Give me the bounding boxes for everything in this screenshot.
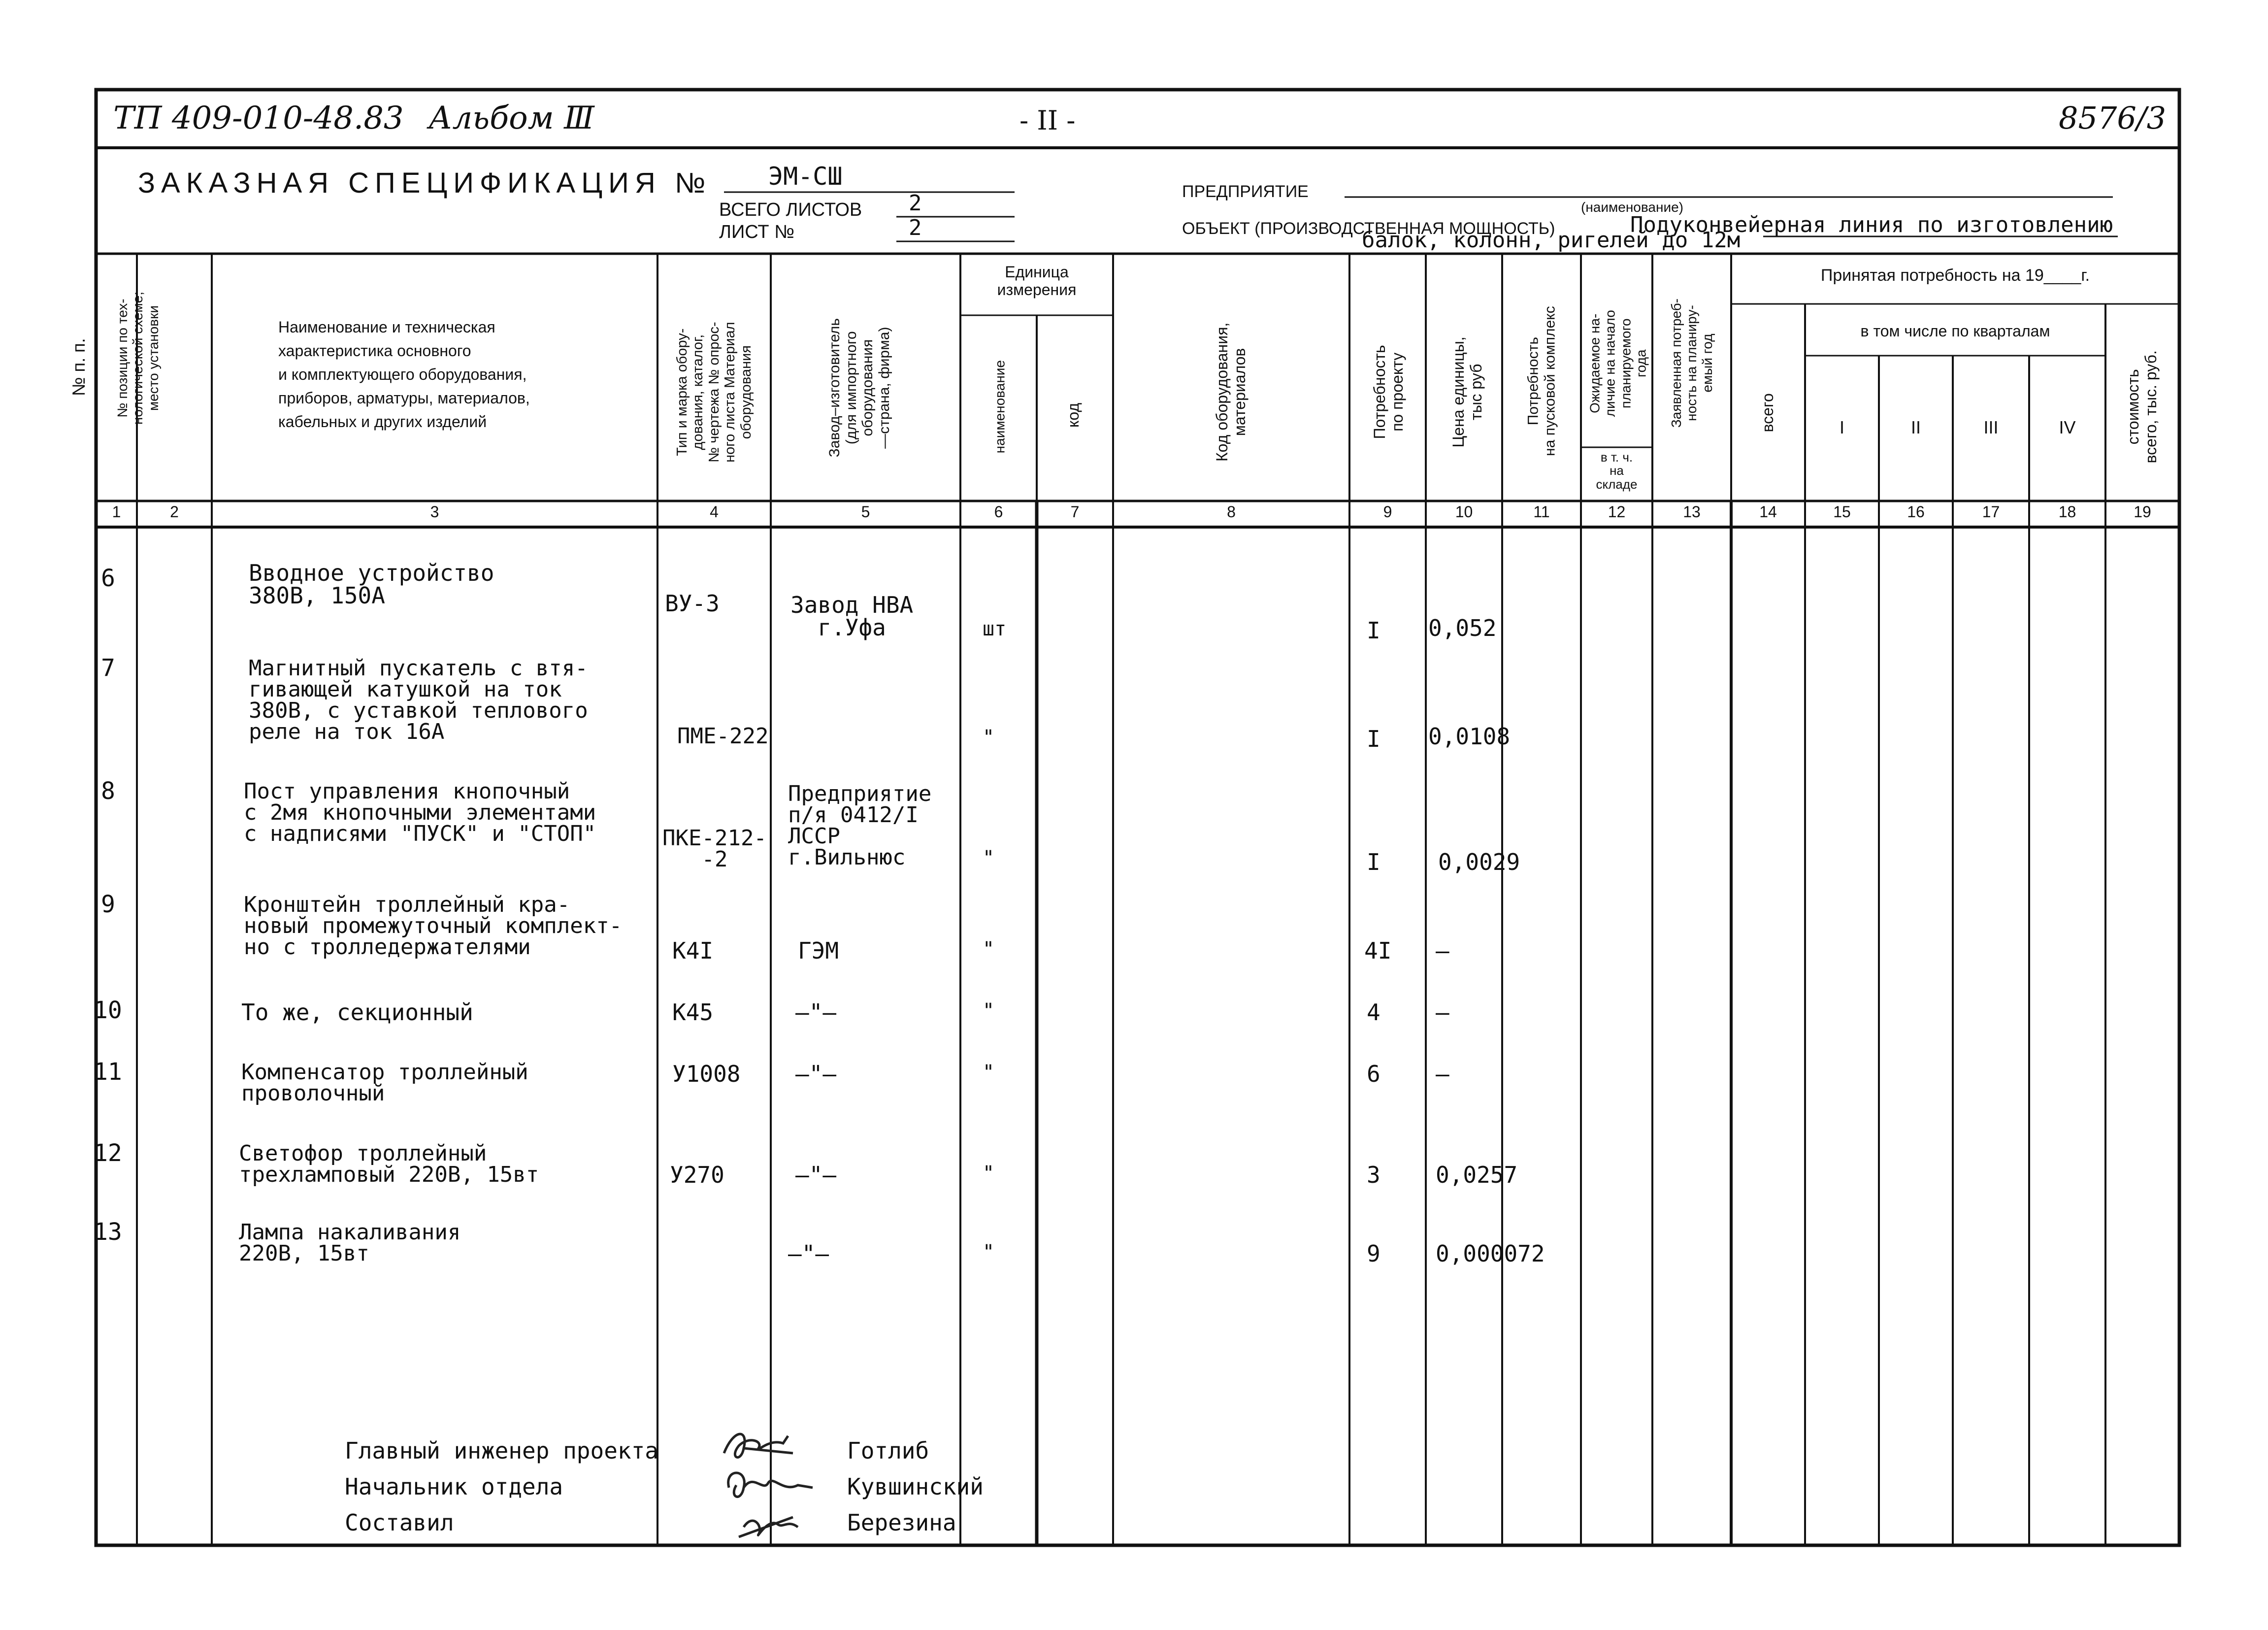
row-6-maker: Завод НВА г.Уфа — [790, 592, 914, 641]
row-8-type: ПКЕ-212- -2 — [662, 826, 767, 872]
tp-code: ТП 409-010-48.83 — [113, 100, 404, 136]
row-7-number: 7 — [101, 654, 115, 682]
row-9-price: – — [1436, 937, 1449, 964]
col-number-2: 2 — [170, 503, 179, 521]
row-11-name: Компенсатор троллейный проволочный — [241, 1060, 528, 1106]
spec-no-value: ЭМ-СШ — [768, 162, 843, 191]
quarter-4-header: IV — [2059, 417, 2076, 437]
col-2-header: № позиции по тех- нологической схеме; место установки — [114, 292, 161, 425]
handwritten-signature-marks — [714, 1419, 842, 1547]
sheets-total-value: 2 — [909, 191, 922, 216]
row-6-qty: I — [1367, 617, 1381, 644]
col-4-header: Тип и марка обору- дования, каталог, № чертежа № опрос- ного листа Материал оборудования — [674, 322, 754, 463]
row-12-maker: –"– — [795, 1162, 837, 1188]
drawing-number: 8576/3 — [2059, 100, 2167, 136]
signature-role-compiler: Составил — [345, 1509, 454, 1536]
row-13-number: 13 — [94, 1218, 122, 1246]
row-13-name: Лампа накаливания 220В, 15вт — [239, 1220, 461, 1266]
object-label: ОБЪЕКТ (ПРОИЗВОДСТВЕННАЯ МОЩНОСТЬ) — [1182, 219, 1555, 238]
col-number-18: 18 — [2058, 503, 2076, 521]
row-6-unit: шт — [983, 618, 1007, 640]
row-9-maker: ГЭМ — [798, 937, 839, 964]
row-9-unit: " — [983, 938, 995, 961]
row-10-price: – — [1436, 999, 1449, 1026]
row-12-number: 12 — [94, 1139, 122, 1167]
col-9-header: Потребность по проекту — [1371, 345, 1406, 439]
col-8-header: Код оборудования, материалов — [1213, 322, 1249, 462]
row-7-qty: I — [1367, 726, 1381, 752]
signature-name-department-head: Кувшинский — [847, 1473, 984, 1500]
signature-role-chief-engineer: Главный инженер проекта — [345, 1437, 658, 1464]
row-11-qty: 6 — [1367, 1061, 1381, 1087]
row-8-price: 0,0029 — [1438, 849, 1520, 875]
row-11-type: У1008 — [672, 1061, 741, 1087]
row-12-qty: 3 — [1367, 1162, 1381, 1188]
object-value-line1: Подуконвейерная линия по изготовлению — [1630, 212, 2113, 237]
col-number-7: 7 — [1070, 503, 1080, 521]
row-13-price: 0,000072 — [1436, 1240, 1545, 1267]
row-6-price: 0,052 — [1428, 615, 1497, 641]
col-number-3: 3 — [430, 503, 439, 521]
row-8-number: 8 — [101, 777, 115, 805]
col-number-8: 8 — [1227, 503, 1236, 521]
col-number-13: 13 — [1683, 503, 1701, 521]
row-7-unit: " — [983, 726, 995, 749]
row-12-name: Светофор троллейный трехламповый 220В, 15вт — [239, 1141, 539, 1188]
row-11-price: – — [1436, 1061, 1449, 1087]
row-10-number: 10 — [94, 997, 122, 1024]
row-6-type: ВУ-3 — [665, 590, 720, 617]
col-number-6: 6 — [994, 503, 1003, 521]
col-number-5: 5 — [861, 503, 870, 521]
col-number-12: 12 — [1608, 503, 1626, 521]
col-number-15: 15 — [1833, 503, 1851, 521]
row-8-name: Пост управления кнопочный с 2мя кнопочными элементами с надписями "ПУСК" и "СТОП" — [244, 779, 596, 847]
row-10-maker: –"– — [795, 999, 837, 1026]
quarter-3-header: III — [1983, 417, 1999, 437]
quarter-1-header: I — [1839, 417, 1844, 437]
spec-no-label: № — [675, 167, 706, 199]
col-11-header: Потребность на пусковой комплекс — [1525, 306, 1558, 456]
row-11-number: 11 — [94, 1058, 122, 1086]
col-5-header: Завод–изготовитель (для импортного оборудования —страна, фирма) — [826, 318, 892, 458]
row-13-qty: 9 — [1367, 1240, 1381, 1267]
col-14-header: всего — [1759, 393, 1777, 432]
row-13-maker: –"– — [788, 1240, 829, 1267]
row-12-price: 0,0257 — [1436, 1162, 1518, 1188]
accepted-header: Принятая потребность на 19____г. — [1820, 266, 2090, 285]
row-10-type: К45 — [672, 999, 714, 1026]
col-6-header: наименование — [992, 360, 1008, 454]
col-1-header: № п. п. — [68, 338, 89, 396]
signature-name-compiler: Березина — [847, 1509, 956, 1536]
row-9-qty: 4I — [1364, 937, 1392, 964]
sheets-total-label: ВСЕГО ЛИСТОВ — [719, 200, 862, 220]
row-12-unit: " — [983, 1162, 995, 1185]
col-10-header: Цена единицы, тыс руб — [1449, 336, 1485, 448]
row-7-price: 0,0108 — [1428, 723, 1511, 750]
sheet-value: 2 — [909, 215, 922, 240]
row-8-unit: " — [983, 847, 995, 869]
col-number-10: 10 — [1455, 503, 1473, 521]
col-number-4: 4 — [710, 503, 719, 521]
unit-group-header: Единица измерения — [997, 263, 1077, 299]
row-10-qty: 4 — [1367, 999, 1381, 1026]
row-8-qty: I — [1367, 849, 1381, 875]
row-11-maker: –"– — [795, 1061, 837, 1087]
col-number-17: 17 — [1982, 503, 2000, 521]
col-12-header: Ожидаемое на- личие на начало планируемого года — [1587, 310, 1649, 417]
col-number-11: 11 — [1533, 503, 1550, 521]
row-7-name: Магнитный пускатель с втя- гивающей катушкой на ток 380В, с уставкой теплового реле на ток 16А — [249, 656, 588, 745]
col-13-header: Заявленная потреб- ность на планиру- емый год — [1668, 298, 1715, 428]
col-19-header: стоимость всего, тыс. руб. — [2124, 350, 2160, 464]
col-number-1: 1 — [112, 503, 121, 521]
signature-name-chief-engineer: Готлиб — [847, 1437, 929, 1464]
col-7-header: код — [1064, 402, 1083, 428]
row-7-type: ПМЕ-222 — [677, 724, 769, 749]
page-number: - II - — [1019, 105, 1076, 136]
row-10-unit: " — [983, 999, 995, 1022]
name-hint: (наименование) — [1581, 200, 1683, 215]
row-8-maker: Предприятие п/я 0412/I ЛССР г.Вильнюс — [788, 781, 932, 870]
album-label: Альбом Ⅲ — [428, 100, 594, 136]
quarters-header: в том числе по кварталам — [1860, 322, 2050, 340]
sheet-label: ЛИСТ № — [719, 222, 794, 242]
col-number-14: 14 — [1759, 503, 1777, 521]
col-number-19: 19 — [2134, 503, 2151, 521]
row-9-name: Кронштейн троллейный кра- новый промежуточный комплект- но с тролледержателями — [244, 892, 623, 960]
col-number-9: 9 — [1383, 503, 1392, 521]
quarter-2-header: II — [1910, 417, 1921, 437]
row-9-type: К4I — [672, 937, 714, 964]
spec-title: ЗАКАЗНАЯ СПЕЦИФИКАЦИЯ — [138, 167, 661, 199]
enterprise-label: ПРЕДПРИЯТИЕ — [1182, 182, 1309, 201]
object-value-line2: балок, колонн, ригелей до 12м — [1362, 228, 1741, 253]
col-3-header: Наименование и техническая характеристика основного и комплектующего оборудования, приборов, арматуры, материалов, кабельных и других изделий — [278, 318, 530, 431]
row-10-name: То же, секционный — [241, 999, 473, 1026]
row-11-unit: " — [983, 1061, 995, 1084]
row-13-unit: " — [983, 1241, 995, 1264]
row-6-name: Вводное устройство 380В, 150А — [249, 560, 494, 609]
col-number-16: 16 — [1907, 503, 1925, 521]
row-12-type: У270 — [670, 1162, 724, 1188]
row-6-number: 6 — [101, 565, 115, 592]
signature-role-department-head: Начальник отдела — [345, 1473, 563, 1500]
col-12b-header: в т. ч. на складе — [1596, 450, 1638, 492]
row-9-number: 9 — [101, 891, 115, 918]
